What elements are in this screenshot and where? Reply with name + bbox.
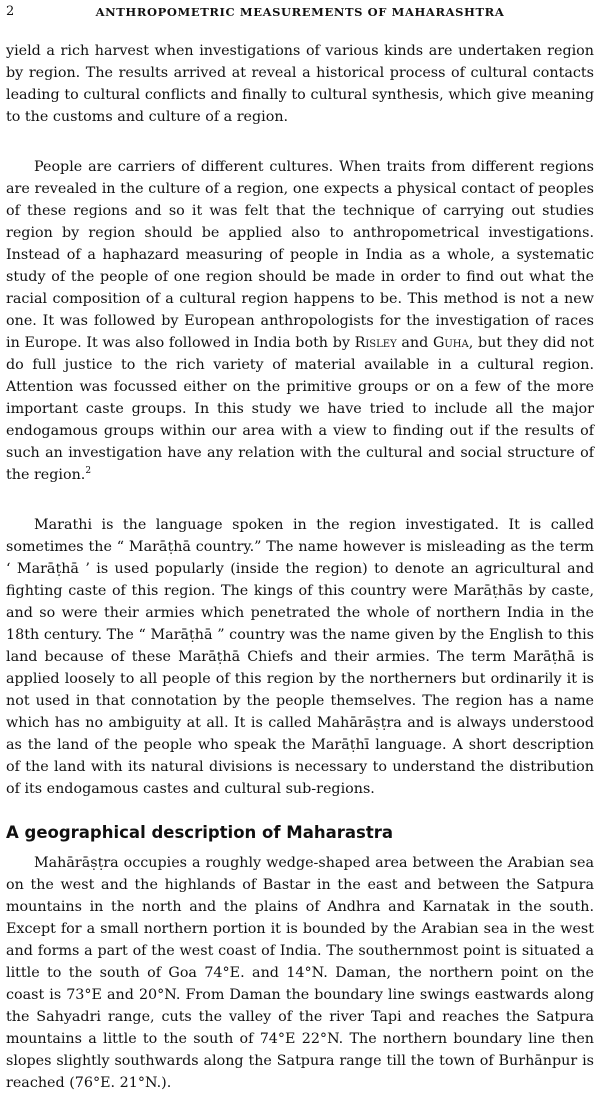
paragraph-marathi-language: Marathi is the language spoken in the region investigated. It is called sometimes the “ Marāṭhā country.” The name however is misleading as the term ‘ Marāṭhā ’ is used popularly (inside the region) to denote an agricultural and fighting caste of this region. The kings of this country were Marāṭhās by caste, and so were their armies which penetrated the whole of northern India in the 18th century. The “ Marāṭhā ” country was the name given by the English to this land because of these Marāṭhā Chiefs and their armies. The term Marāṭhā is applied loosely to all people of this region by the northerners but ordinarily it is not used in that connotation by the people themselves. The region has a name which has no ambiguity at all. It is called Mahārāṣṭra and is always understood as the land of the people who speak the Marāṭhī language. A short description of the land with its natural divisions is necessary to understand the distribution of its endogamous castes and cultural sub-regions.: [6, 517, 594, 797]
author-name-risley: Risley: [354, 335, 397, 351]
paragraph-text-b: , but they did not do full justice to the rich variety of material available in a cultural region. Attention was focussed either on the primitive groups or on a few of the more important caste groups. In this study we have tried to include all the major endogamous groups within our area with a view to finding out if the results of such an investigation have any relation with the cultural and social structure of the region.: [6, 335, 594, 483]
page-number: 2: [6, 4, 15, 19]
paragraph-people-cultures: [6, 156, 594, 486]
page-header: [6, 4, 594, 22]
section-heading: A geographical description of Maharastra: [6, 823, 393, 842]
paragraph-text-a: People are carriers of different cultures. When traits from different regions are revealed in the culture of a region, one expects a physical contact of peoples of these regions and so it was felt that the technique of carrying out studies region by region should be applied also to anthropometrical investigations. Instead of a haphazard measuring of people in India as a whole, a systematic study of the people of one region should be made in order to find out what the racial composition of a cultural region happens to be. This method is not a new one. It was followed by European anthropologists for the investigation of races in Europe. It was also followed in India both by: [6, 159, 594, 351]
author-name-guha: Guha: [432, 335, 469, 351]
footnote-reference: 2: [85, 466, 92, 477]
paragraph-geography: Mahārāṣṭra occupies a roughly wedge-shaped area between the Arabian sea on the west and the highlands of Bastar in the east and between the Satpura mountains in the north and the plains of Andhra and Karnatak in the south. Except for a small northern portion it is bounded by the Arabian sea in the west and forms a part of the west coast of India. The southernmost point is situated a little to the south of Goa 74°E. and 14°N. Daman, the northern point on the coast is 73°E and 20°N. From Daman the boundary line swings eastwards along the Sahyadri range, cuts the valley of the river Tapi and reaches the Satpura mountains a little to the south of 74°E 22°N. The northern boundary line then slopes slightly southwards along the Satpura range till the town of Burhānpur is reached (76°E. 21°N.).: [6, 855, 594, 1091]
paragraph-continued: yield a rich harvest when investigations of various kinds are undertaken region by region. The results arrived at reveal a historical process of cultural contacts leading to cultural conflicts and finally to cultural synthesis, which give meaning to the customs and culture of a region.: [6, 43, 594, 125]
paragraph-text-and: and: [396, 335, 433, 351]
running-head: ANTHROPOMETRIC MEASUREMENTS OF MAHARASHTRA: [95, 5, 505, 19]
page-body: [6, 40, 594, 1094]
